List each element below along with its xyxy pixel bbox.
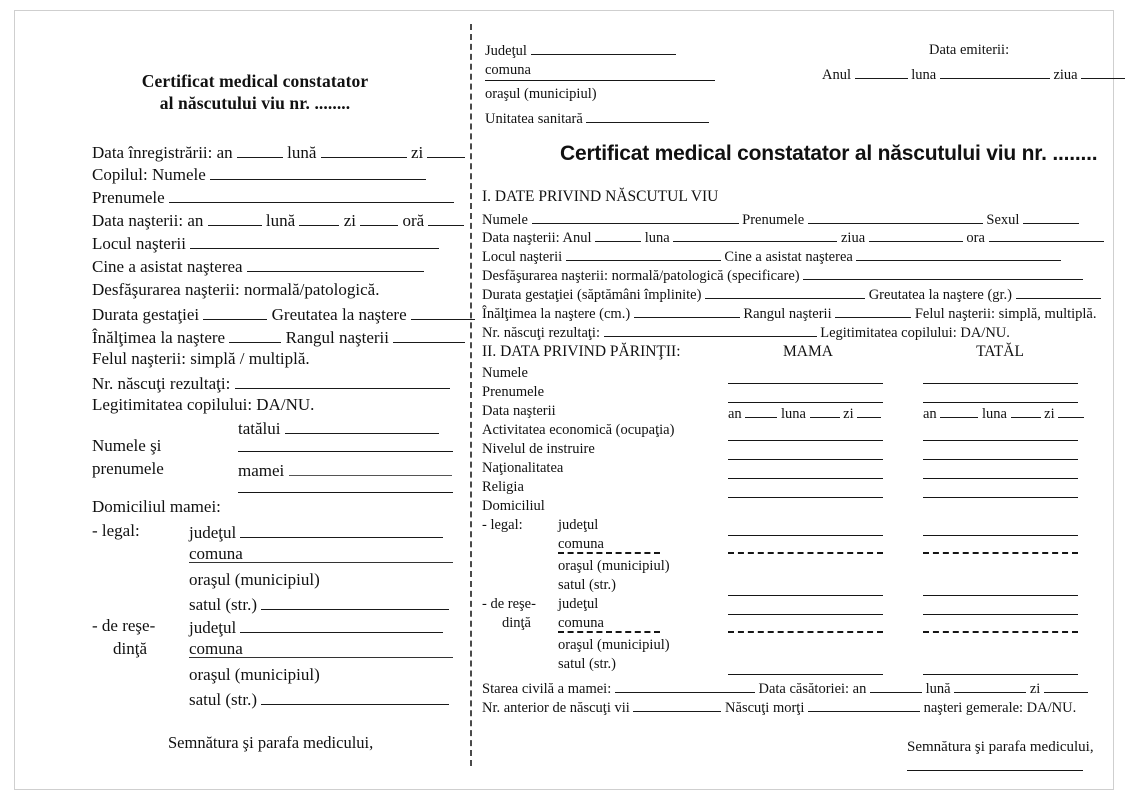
label-s1-luna: luna <box>644 229 670 246</box>
input-s2-religia-tatal[interactable] <box>923 497 1078 498</box>
label-s1-greutatea: Greutatea la naştere (gr.) <box>868 286 1013 303</box>
field-row-res-judetul <box>189 616 443 637</box>
label-s2-resedinta-1: - de reşe- <box>482 596 536 612</box>
label-s2-tatal-an: an <box>923 405 937 422</box>
label-domiciliul-mamei: Domiciliul mamei: <box>92 497 221 516</box>
field-row-prenumele <box>92 186 454 207</box>
field-row-felul-nasterii <box>92 349 310 368</box>
label-s1-rangul: Rangul naşterii <box>743 305 832 322</box>
input-casatorie-luna[interactable] <box>954 678 1026 693</box>
input-s1-nr-nascuti[interactable] <box>604 322 817 337</box>
input-s2-legal-judetul-mama[interactable] <box>728 535 883 536</box>
label-s1-ora: ora <box>966 229 985 246</box>
label-s1-cine-a-asistat: Cine a asistat naşterea <box>724 248 853 265</box>
left-title-line2: al născutului viu nr. ........ <box>159 93 351 113</box>
label-zi: zi <box>410 143 424 163</box>
input-s2-numele-tatal[interactable] <box>923 383 1078 384</box>
label-data-nasterii: Data naşterii: an <box>92 211 204 231</box>
input-s1-ziua[interactable] <box>869 227 963 242</box>
input-res-judetul[interactable] <box>240 616 443 633</box>
input-s2-res-satul-tatal[interactable] <box>923 674 1078 675</box>
label-right-semnatura: Semnătura şi parafa medicului, <box>907 739 1094 755</box>
input-s2-legal-satul-tatal[interactable] <box>923 595 1078 596</box>
label-left-semnatura: Semnătura şi parafa medicului, <box>168 733 374 752</box>
label-tatalui: tatălui <box>238 419 281 439</box>
input-s2-nationalitatea-mama[interactable] <box>728 478 883 479</box>
input-s2-activitatea-mama[interactable] <box>728 440 883 441</box>
label-legal-comuna: comuna <box>189 544 243 563</box>
input-s2-legal-comuna-label-rule <box>558 552 660 554</box>
label-s2-religia: Religia <box>482 479 524 495</box>
input-greutatea[interactable] <box>411 303 475 320</box>
left-form-title <box>90 70 420 114</box>
input-casatorie-zi[interactable] <box>1044 678 1088 693</box>
input-s1-greutatea[interactable] <box>1016 284 1101 299</box>
field-row-cine-a-asistat <box>92 255 424 276</box>
input-nastere-luna[interactable] <box>299 209 339 226</box>
label-emit-luna: luna <box>911 66 937 83</box>
field-row-nr-anterior <box>482 697 1076 717</box>
input-s1-inaltimea[interactable] <box>634 303 740 318</box>
input-s2-res-comuna-tatal[interactable] <box>923 631 1078 633</box>
field-row-nr-nascuti <box>92 372 450 393</box>
input-emit-luna[interactable] <box>940 64 1050 79</box>
label-greutatea: Greutatea la naştere <box>271 305 407 325</box>
label-luna: lună <box>287 143 317 163</box>
input-numele-line-1[interactable] <box>238 451 453 452</box>
field-row-res-satul <box>189 688 449 709</box>
label-hdr-judetul: Judeţul <box>485 42 527 59</box>
label-rangul: Rangul naşterii <box>285 328 390 348</box>
field-row-desfasurarea <box>92 280 379 299</box>
label-data-casatoriei: Data căsătoriei: an <box>758 680 867 697</box>
label-s2-legal-comuna: comuna <box>558 536 604 552</box>
label-s1-sexul: Sexul <box>986 211 1020 228</box>
field-row-legitimitatea <box>92 395 314 414</box>
input-casatorie-an[interactable] <box>870 678 922 693</box>
label-mamei: mamei <box>238 461 285 481</box>
input-s2-res-comuna-mama[interactable] <box>728 631 883 633</box>
label-legal: - legal: <box>92 521 140 540</box>
input-nastere-zi[interactable] <box>360 209 398 226</box>
label-s2-legal-satul: satul (str.) <box>558 577 616 593</box>
label-s1-numele: Numele <box>482 211 528 228</box>
label-legal-orasul: oraşul (municipiul) <box>189 570 320 589</box>
input-emit-ziua[interactable] <box>1081 64 1125 79</box>
field-row-data-nasterii <box>92 209 464 230</box>
label-s2-tatal-luna: luna <box>981 405 1007 422</box>
input-numele-line-3[interactable] <box>238 492 453 493</box>
input-s2-legal-judetul-tatal[interactable] <box>923 535 1078 536</box>
right-form-panel <box>470 0 1130 800</box>
label-s1-prenumele: Prenumele <box>742 211 805 228</box>
input-nr-nascuti[interactable] <box>235 372 450 389</box>
input-mamei[interactable] <box>289 459 452 476</box>
input-s2-mama-an[interactable] <box>745 403 777 418</box>
label-s2-mama-luna: luna <box>780 405 806 422</box>
input-rangul[interactable] <box>393 326 465 343</box>
input-zi[interactable] <box>427 141 465 158</box>
field-row-s1-nr-nascuti <box>482 322 1010 342</box>
input-s1-ora[interactable] <box>989 227 1104 242</box>
label-s2-data-nasterii: Data naşterii <box>482 403 556 419</box>
field-row-hdr-judetul <box>485 40 676 60</box>
label-s1-legitimitatea: Legitimitatea copilului: DA/NU. <box>820 324 1010 341</box>
field-row-copilul-numele <box>92 163 426 184</box>
input-locul-nasterii[interactable] <box>190 232 439 249</box>
field-row-s1-durata <box>482 284 1101 304</box>
input-s2-legal-comuna-tatal[interactable] <box>923 552 1078 554</box>
input-res-satul[interactable] <box>261 688 449 705</box>
label-legal-satul: satul (str.) <box>189 595 257 615</box>
input-s2-religia-mama[interactable] <box>728 497 883 498</box>
label-s2-res-satul: satul (str.) <box>558 656 616 672</box>
label-s2-mama-zi: zi <box>843 405 854 422</box>
field-row-s1-inaltime <box>482 303 1097 323</box>
label-s2-domiciliul: Domiciliul <box>482 498 545 514</box>
label-nastere-ora: oră <box>402 211 425 231</box>
label-s2-res-comuna: comuna <box>558 615 604 631</box>
input-s1-desfasurarea[interactable] <box>803 265 1083 280</box>
input-s2-legal-satul-mama[interactable] <box>728 595 883 596</box>
column-header-tatal: TATĂL <box>976 343 1024 360</box>
input-nastere-ora[interactable] <box>428 209 464 226</box>
label-hdr-unitatea: Unitatea sanitară <box>485 110 583 127</box>
label-res-satul: satul (str.) <box>189 690 257 710</box>
label-resedinta-1: - de reşe- <box>92 616 156 635</box>
input-s1-rangul[interactable] <box>835 303 911 318</box>
input-s1-durata-gestatiei[interactable] <box>705 284 865 299</box>
label-s2-res-judetul: judeţul <box>558 596 599 612</box>
input-s2-tatal-zi[interactable] <box>1058 403 1084 418</box>
input-s1-cine-a-asistat[interactable] <box>856 246 1061 261</box>
input-starea-civila[interactable] <box>615 678 755 693</box>
input-copilul-numele[interactable] <box>210 163 426 180</box>
label-s1-durata-gestatiei: Durata gestaţiei (săptămâni împlinite) <box>482 286 702 303</box>
label-s2-resedinta-2: dinţă <box>502 615 531 631</box>
field-row-tatalui <box>238 417 439 438</box>
label-hdr-orasul: oraşul (municipiul) <box>485 86 597 102</box>
right-form-title: Certificat medical constatator al născutului viu nr. ........ <box>560 142 1098 165</box>
field-row-s2-data-mama <box>728 403 881 423</box>
field-row-s1-numele <box>482 209 1079 229</box>
input-hdr-unitatea[interactable] <box>586 108 709 123</box>
label-nastere-zi: zi <box>343 211 356 231</box>
input-an[interactable] <box>237 141 283 158</box>
label-resedinta-2: dinţă <box>113 639 147 658</box>
label-nr-anterior: Nr. anterior de născuţi vii <box>482 699 630 716</box>
input-legal-judetul[interactable] <box>240 521 443 538</box>
input-cine-a-asistat[interactable] <box>247 255 424 272</box>
input-res-comuna[interactable] <box>189 657 453 658</box>
label-s2-activitatea: Activitatea economică (ocupaţia) <box>482 422 675 438</box>
label-s1-data-nasterii: Data naşterii: Anul <box>482 229 592 246</box>
input-s2-nationalitatea-tatal[interactable] <box>923 478 1078 479</box>
input-s1-anul[interactable] <box>595 227 641 242</box>
field-row-mamei <box>238 459 452 480</box>
field-row-inaltime-rang <box>92 326 465 347</box>
label-desfasurarea-nasterii: Desfăşurarea naşterii: normală/patologică. <box>92 280 380 299</box>
input-s2-res-comuna-label-rule <box>558 631 660 633</box>
input-s2-activitatea-tatal[interactable] <box>923 440 1078 441</box>
input-prenumele[interactable] <box>169 186 454 203</box>
input-legal-satul[interactable] <box>261 593 449 610</box>
field-row-s1-desfasurarea <box>482 265 1083 285</box>
input-emit-anul[interactable] <box>855 64 908 79</box>
label-locul-nasterii: Locul naşterii <box>92 234 186 254</box>
input-s2-res-judetul-tatal[interactable] <box>923 614 1078 615</box>
label-durata-gestatiei: Durata gestaţiei <box>92 305 200 325</box>
label-s2-nationalitatea: Naţionalitatea <box>482 460 564 476</box>
label-nastere-luna: lună <box>265 211 296 231</box>
input-s1-locul-nasterii[interactable] <box>566 246 721 261</box>
field-row-s1-data-nasterii <box>482 227 1104 247</box>
input-s1-sexul[interactable] <box>1023 209 1079 224</box>
label-starea-civila: Starea civilă a mamei: <box>482 680 612 697</box>
label-numele-si: Numele şi <box>92 436 162 455</box>
input-s1-prenumele[interactable] <box>808 209 983 224</box>
input-nascuti-morti[interactable] <box>808 697 920 712</box>
input-s2-mama-luna[interactable] <box>810 403 840 418</box>
label-s1-desfasurarea: Desfăşurarea naşterii: normală/patologică (specificare) <box>482 267 800 284</box>
input-legal-comuna[interactable] <box>189 562 453 563</box>
field-row-s2-data-tatal <box>923 403 1084 423</box>
field-row-durata-greutate <box>92 303 475 324</box>
label-data-inregistrarii: Data înregistrării: an <box>92 143 233 163</box>
field-row-data-inregistrarii <box>92 141 465 162</box>
label-data-emiterii: Data emiterii: <box>929 42 1010 58</box>
label-res-comuna: comuna <box>189 639 243 658</box>
field-row-s1-locul <box>482 246 1061 266</box>
input-s1-numele[interactable] <box>532 209 739 224</box>
label-s2-numele: Numele <box>482 365 528 381</box>
label-s1-felul-nasterii: Felul naşterii: simplă, multiplă. <box>914 305 1097 322</box>
label-prenumele: Prenumele <box>92 188 165 208</box>
label-s2-legal: - legal: <box>482 517 523 533</box>
label-res-judetul: judeţul <box>189 618 237 638</box>
label-legal-judetul: judeţul <box>189 523 237 543</box>
label-s1-locul-nasterii: Locul naşterii <box>482 248 563 265</box>
label-felul-nasterii: Felul naşterii: simplă / multiplă. <box>92 349 310 368</box>
label-s2-res-orasul: oraşul (municipiul) <box>558 637 670 653</box>
label-s2-nivelul: Nivelul de instruire <box>482 441 595 457</box>
section-1-heading: I. DATE PRIVIND NĂSCUTUL VIU <box>482 188 719 205</box>
label-cine-a-asistat: Cine a asistat naşterea <box>92 257 243 277</box>
label-res-orasul: oraşul (municipiul) <box>189 665 320 684</box>
input-inaltimea[interactable] <box>229 326 281 343</box>
input-s2-res-satul-mama[interactable] <box>728 674 883 675</box>
column-header-mama: MAMA <box>783 343 833 360</box>
label-nasteri-gemerale: naşteri gemerale: DA/NU. <box>923 699 1077 716</box>
input-s2-mama-zi[interactable] <box>857 403 881 418</box>
label-inaltimea: Înălţimea la naştere <box>92 328 226 348</box>
input-nastere-an[interactable] <box>208 209 262 226</box>
input-s2-nivelul-tatal[interactable] <box>923 459 1078 460</box>
label-s2-legal-judetul: judeţul <box>558 517 599 533</box>
field-row-legal-satul <box>189 593 449 614</box>
input-s2-numele-mama[interactable] <box>728 383 883 384</box>
label-copilul-numele: Copilul: Numele <box>92 165 206 185</box>
input-s2-tatal-luna[interactable] <box>1011 403 1041 418</box>
field-row-legal-judetul <box>189 521 443 542</box>
field-row-data-emiterii <box>822 64 1125 84</box>
input-nr-anterior[interactable] <box>633 697 721 712</box>
input-durata-gestatiei[interactable] <box>203 303 267 320</box>
label-emit-ziua: ziua <box>1053 66 1078 83</box>
label-emit-anul: Anul <box>822 66 851 83</box>
field-row-hdr-unitatea <box>485 108 709 128</box>
input-luna[interactable] <box>321 141 407 158</box>
label-prenumele-2: prenumele <box>92 459 164 478</box>
label-s1-ziua: ziua <box>841 229 866 246</box>
label-nr-nascuti: Nr. născuţi rezultaţi: <box>92 374 231 394</box>
label-casatorie-zi: zi <box>1029 680 1041 697</box>
input-hdr-judetul[interactable] <box>531 40 676 55</box>
left-title-line1: Certificat medical constatator <box>141 71 369 91</box>
label-nascuti-morti: Născuţi morţi <box>725 699 805 716</box>
input-s2-tatal-an[interactable] <box>940 403 978 418</box>
left-form-panel <box>0 0 470 800</box>
input-tatalui[interactable] <box>285 417 439 434</box>
input-right-semnatura[interactable] <box>907 770 1083 771</box>
label-s1-nr-nascuti: Nr. născuţi rezultaţi: <box>482 324 600 341</box>
label-legitimitatea: Legitimitatea copilului: DA/NU. <box>92 395 315 414</box>
label-hdr-comuna: comuna <box>485 62 531 78</box>
section-2-heading: II. DATA PRIVIND PĂRINŢII: <box>482 343 681 360</box>
label-s1-inaltimea: Înălţimea la naştere (cm.) <box>482 305 631 322</box>
label-casatorie-luna: lună <box>925 680 951 697</box>
label-s2-prenumele: Prenumele <box>482 384 545 400</box>
label-s2-tatal-zi: zi <box>1044 405 1055 422</box>
label-s2-legal-orasul: oraşul (municipiul) <box>558 558 670 574</box>
field-row-locul-nasterii <box>92 232 439 253</box>
label-s2-mama-an: an <box>728 405 742 422</box>
field-row-starea-civila <box>482 678 1088 698</box>
input-s2-nivelul-mama[interactable] <box>728 459 883 460</box>
input-s2-legal-comuna-mama[interactable] <box>728 552 883 554</box>
input-s1-luna[interactable] <box>673 227 837 242</box>
input-s2-res-judetul-mama[interactable] <box>728 614 883 615</box>
input-hdr-comuna[interactable] <box>485 80 715 81</box>
